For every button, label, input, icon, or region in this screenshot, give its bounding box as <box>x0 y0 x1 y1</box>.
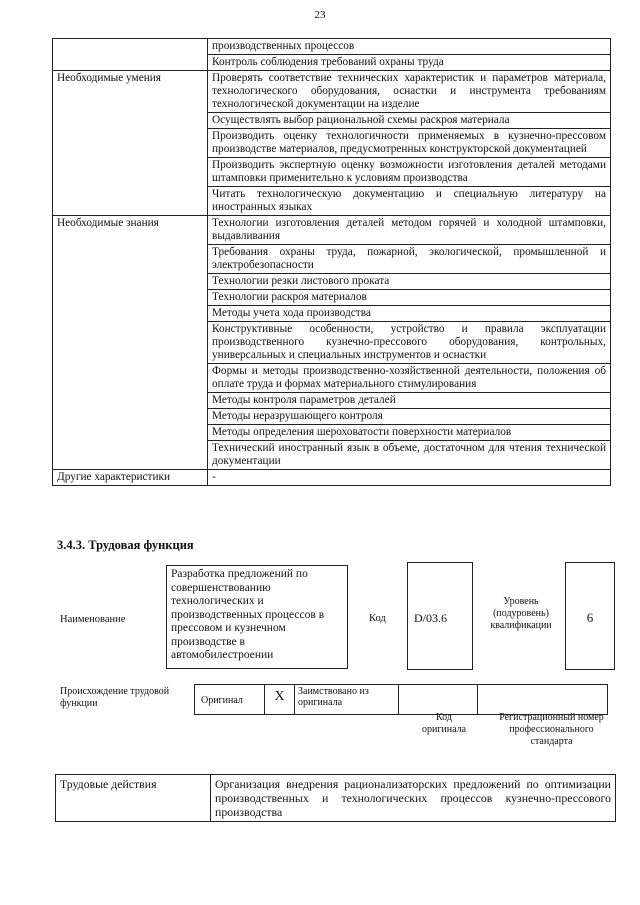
row-value: Технологии резки листового проката <box>208 274 611 290</box>
original-mark: X <box>265 685 295 715</box>
level-box: 6 <box>565 562 615 670</box>
row-value: Методы контроля параметров деталей <box>208 393 611 409</box>
table-row <box>53 71 611 113</box>
row-label: Другие характеристики <box>53 470 208 486</box>
page-number: 23 <box>314 9 326 21</box>
reg-number-cell <box>478 685 608 715</box>
row-value: Читать технологическую документацию и специальную литературу на иностранных языках <box>208 187 611 216</box>
origin-table <box>194 684 608 715</box>
row-value: Методы учета хода производства <box>208 306 611 322</box>
code-original-cell <box>399 685 478 715</box>
row-value: Технологии изготовления деталей методом горячей и холодной штамповки, выдавливания <box>208 216 611 245</box>
row-value: Методы определения шероховатости поверхности материалов <box>208 425 611 441</box>
original-cell: Оригинал <box>195 685 265 715</box>
reg-number-label: Регистрационный номер профессионального стандарта <box>499 712 604 747</box>
row-value: Технологии раскроя материалов <box>208 290 611 306</box>
origin-label: Происхождение трудовой функции <box>60 686 170 709</box>
function-name-box: Разработка предложений по совершенствованию технологических и производственных процессов в прессовом и кузнечном производстве в автомобилестроении <box>166 565 348 669</box>
table-row <box>53 39 611 55</box>
row-value: Контроль соблюдения требований охраны труда <box>208 55 611 71</box>
row-label <box>53 39 208 71</box>
row-value: Производить экспертную оценку возможности изготовления деталей методами штамповки применительно к условиям производства <box>208 158 611 187</box>
actions-table <box>55 774 616 822</box>
actions-value: Организация внедрения рационализаторских предложений по оптимизации производственных и технологических процессов кузнечно-прессового производства <box>211 775 616 822</box>
row-value: - <box>208 470 611 486</box>
row-value: Технический иностранный язык в объеме, достаточном для чтения технической документации <box>208 441 611 470</box>
name-label: Наименование <box>60 614 126 625</box>
row-value: Осуществлять выбор рациональной схемы раскроя материала <box>208 113 611 129</box>
borrowed-cell: Заимствовано из оригинала <box>295 685 399 715</box>
row-value: Формы и методы производственно-хозяйственной деятельности, положения об оплате труда и формах материального стимулирования <box>208 364 611 393</box>
requirements-table <box>52 38 611 486</box>
table-row <box>53 470 611 486</box>
row-label: Необходимые умения <box>53 71 208 216</box>
table-row <box>53 216 611 245</box>
row-value: производственных процессов <box>208 39 611 55</box>
row-value: Методы неразрушающего контроля <box>208 409 611 425</box>
row-value: Конструктивные особенности, устройство и правила эксплуатации производственного кузнечно-прессового оборудования, контрольных, универсальных и специальных инструментов и оснастки <box>208 322 611 364</box>
code-original-label: Код оригинала <box>421 712 467 735</box>
row-value: Требования охраны труда, пожарной, экологической, промышленной и электробезопасности <box>208 245 611 274</box>
section-title: 3.4.3. Трудовая функция <box>57 538 194 552</box>
function-code-box: D/03.6 <box>407 562 473 670</box>
row-label: Необходимые знания <box>53 216 208 470</box>
code-label: Код <box>369 613 386 624</box>
row-value: Производить оценку технологичности применяемых в кузнечно-прессовом производстве материалов, предусмотренных конструкторской документацией <box>208 129 611 158</box>
actions-label: Трудовые действия <box>56 775 211 822</box>
level-label: Уровень (подуровень) квалификации <box>490 596 552 631</box>
row-value: Проверять соответствие технических характеристик и параметров материала, технологического оборудования, оснастки и инструмента требованиям технологической документации на изделие <box>208 71 611 113</box>
